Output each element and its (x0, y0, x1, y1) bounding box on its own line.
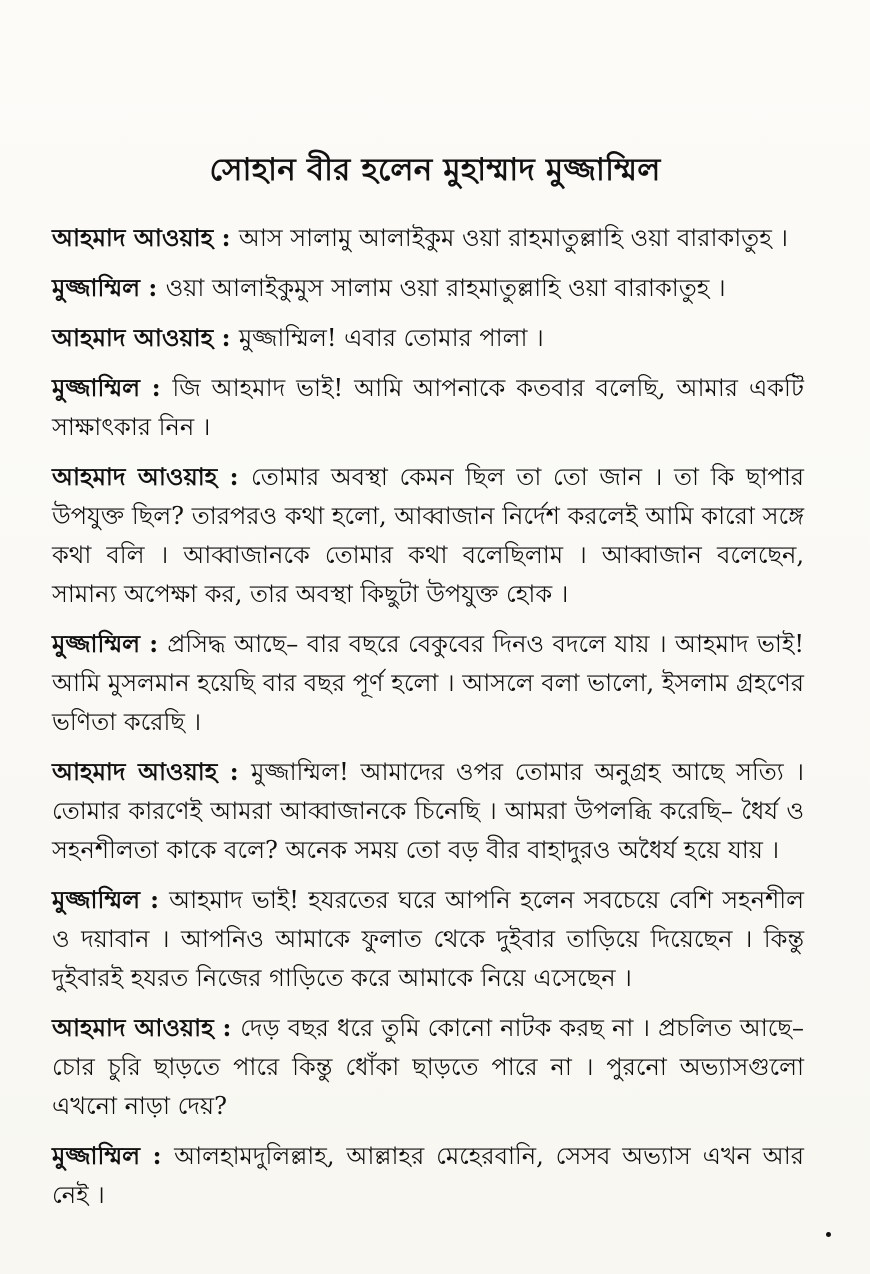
dialogue-paragraph: মুজ্জাম্মিল : প্রসিদ্ধ আছে– বার বছরে বেকুবের দিনও বদলে যায় । আহমাদ ভাই! আমি মুসলমান হয়েছি বার বছর পূর্ণ হলো । আসলে বলা ভালো, ইসলাম গ্রহণের ভণিতা করেছি । (52, 629, 805, 736)
speaker-name: মুজ্জাম্মিল (52, 1141, 141, 1170)
dialogue-text: দেড় বছর ধরে তুমি কোনো নাটক করছ না । প্রচলিত আছে– চোর চুরি ছাড়তে পারে কিন্তু ধোঁকা ছাড়তে পারে না । পুরনো অভ্যাসগুলো এখনো নাড়া দেয়? (52, 1014, 804, 1120)
speaker-name: আহমাদ আওয়াহ (52, 223, 214, 252)
dialogue-paragraph: আহমাদ আওয়াহ : আস সালামু আলাইকুম ওয়া রাহমাতুল্লাহি ওয়া বারাকাতুহ । (52, 223, 789, 252)
speaker-name: মুজ্জাম্মিল (52, 273, 141, 302)
speaker-name: আহমাদ আওয়াহ (52, 757, 218, 786)
dialogue-text: আলহামদুলিল্লাহ, আল্লাহর মেহেরবানি, সেসব অভ্যাস এখন আর নেই । (52, 1142, 805, 1209)
speaker-name: আহমাদ আওয়াহ (52, 323, 214, 352)
speaker-name: মুজ্জাম্মিল (52, 885, 141, 914)
speaker-name: আহমাদ আওয়াহ (52, 1013, 214, 1042)
speaker-name: আহমাদ আওয়াহ (52, 462, 218, 491)
page-title: সোহান বীর হলেন মুহাম্মাদ মুজ্জাম্মিল (209, 152, 661, 188)
dialogue-text: ওয়া আলাইকুমুস সালাম ওয়া রাহমাতুল্লাহি ওয়া বারাকাতুহ । (165, 274, 726, 302)
dialogue-paragraph: আহমাদ আওয়াহ : মুজ্জাম্মিল! এবার তোমার পালা । (52, 323, 544, 352)
dialogue-paragraph: আহমাদ আওয়াহ : দেড় বছর ধরে তুমি কোনো নাটক করছ না । প্রচলিত আছে– চোর চুরি ছাড়তে পারে কিন্তু ধোঁকা ছাড়তে পারে না । পুরনো অভ্যাসগুলো এখনো নাড়া দেয়? (52, 1013, 804, 1120)
dialogue-paragraph: মুজ্জাম্মিল : জি আহমাদ ভাই! আমি আপনাকে কতবার বলেছি, আমার একটি সাক্ষাৎকার নিন । (52, 373, 804, 441)
speaker-name: মুজ্জাম্মিল (52, 629, 141, 658)
dialogue-text: মুজ্জাম্মিল! এবার তোমার পালা । (238, 324, 544, 352)
dialogue-paragraph: আহমাদ আওয়াহ : মুজ্জাম্মিল! আমাদের ওপর তোমার অনুগ্রহ আছে সত্যি । তোমার কারণেই আমরা আব্বাজানকে চিনেছি । আমরা উপলব্ধি করেছি– ধৈর্য ও সহনশীলতা কাকে বলে? অনেক সময় তো বড় বীর বাহাদুরও অধৈর্য হয়ে যায় । (52, 757, 804, 864)
dialogue-paragraph: আহমাদ আওয়াহ : তোমার অবস্থা কেমন ছিল তা তো জান । তা কি ছাপার উপযুক্ত ছিল? তারপরও কথা হলো, আব্বাজান নির্দেশ করলেই আমি কারো সঙ্গে কথা বলি । আব্বাজানকে তোমার কথা বলেছিলাম । আব্বাজান বলেছেন, সামান্য অপেক্ষা কর, তার অবস্থা কিছুটা উপযুক্ত হোক । (52, 462, 804, 608)
dialogue-text: জি আহমাদ ভাই! আমি আপনাকে কতবার বলেছি, আমার একটি সাক্ষাৎকার নিন । (52, 374, 804, 441)
dialogue-text: আহমাদ ভাই! হযরতের ঘরে আপনি হলেন সবচেয়ে বেশি সহনশীল ও দয়াবান । আপনিও আমাকে ফুলাত থেকে দুইবার তাড়িয়ে দিয়েছেন । কিন্তু দুইবারই হযরত নিজের গাড়িতে করে আমাকে নিয়ে এসেছেন । (52, 886, 804, 992)
speaker-name: মুজ্জাম্মিল (52, 373, 141, 402)
dialogue-text: আস সালামু আলাইকুম ওয়া রাহমাতুল্লাহি ওয়া বারাকাতুহ । (238, 224, 789, 252)
dialogue-body (52, 218, 804, 1225)
dialogue-text: প্রসিদ্ধ আছে– বার বছরে বেকুবের দিনও বদলে যায় । আহমাদ ভাই! আমি মুসলমান হয়েছি বার বছর পূর্ণ হলো । আসলে বলা ভালো, ইসলাম গ্রহণের ভণিতা করেছি । (52, 630, 805, 736)
dialogue-text: মুজ্জাম্মিল! আমাদের ওপর তোমার অনুগ্রহ আছে সত্যি । তোমার কারণেই আমরা আব্বাজানকে চিনেছি । আমরা উপলব্ধি করেছি– ধৈর্য ও সহনশীলতা কাকে বলে? অনেক সময় তো বড় বীর বাহাদুরও অধৈর্য হয়ে যায় । (52, 758, 804, 864)
ink-dot (826, 1232, 831, 1237)
dialogue-paragraph: মুজ্জাম্মিল : ওয়া আলাইকুমুস সালাম ওয়া রাহমাতুল্লাহি ওয়া বারাকাতুহ । (52, 273, 726, 302)
dialogue-paragraph: মুজ্জাম্মিল : আলহামদুলিল্লাহ, আল্লাহর মেহেরবানি, সেসব অভ্যাস এখন আর নেই । (52, 1141, 805, 1209)
dialogue-text: তোমার অবস্থা কেমন ছিল তা তো জান । তা কি ছাপার উপযুক্ত ছিল? তারপরও কথা হলো, আব্বাজান নির্দেশ করলেই আমি কারো সঙ্গে কথা বলি । আব্বাজানকে তোমার কথা বলেছিলাম । আব্বাজান বলেছেন, সামান্য অপেক্ষা কর, তার অবস্থা কিছুটা উপযুক্ত হোক । (52, 463, 804, 608)
dialogue-paragraph: মুজ্জাম্মিল : আহমাদ ভাই! হযরতের ঘরে আপনি হলেন সবচেয়ে বেশি সহনশীল ও দয়াবান । আপনিও আমাকে ফুলাত থেকে দুইবার তাড়িয়ে দিয়েছেন । কিন্তু দুইবারই হযরত নিজের গাড়িতে করে আমাকে নিয়ে এসেছেন । (52, 885, 804, 992)
